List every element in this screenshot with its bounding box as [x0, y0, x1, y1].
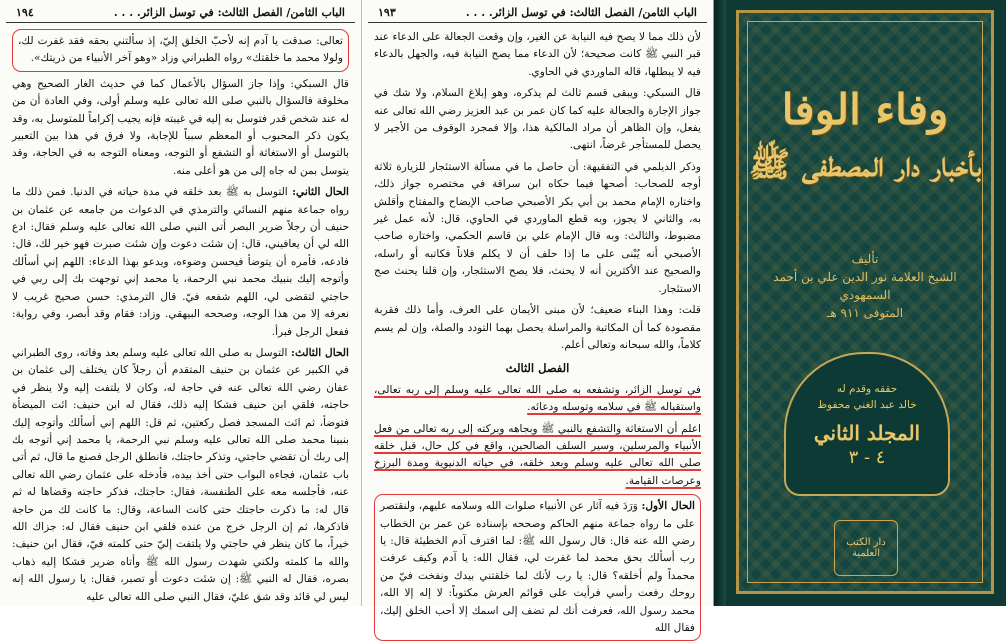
paragraph-text: وَرَدَ فيه آثار عن الأنبياء صلوات الله وسلامه عليهم، ولنقتصر على ما رواه جماعة منهم الحاكم وصححه بإسناده عن عمر بن الخطاب رضي الله عنه قال: قال رسول الله ﷺ: لما اقترف آدم الخطيئة قال: يا رب أسألك بحق محمد لما غفرت لي، فقال الله: يا آدم وكيف عرفت محمداً ولم أخلقه؟ قال: يا رب لأنك لما خلقتني بيدك ونفخت فيّ من روحك رفعت رأسي فرأيت على قوائم العرش مكتوباً: لا إله إلا الله، محمد رسول الله، فعرفت أنك لم تضف إلى اسمك إلا أحب الخلق إليك، فقال الله — [380, 500, 695, 634]
editor-name: خالد عبد الغني محفوظ — [817, 398, 917, 411]
page-header — [6, 0, 355, 23]
highlighted-passage: تعالى: صدقت يا آدم إنه لأحبّ الخلق إليّ، إذ سألتني بحقه فقد غفرت لك، ولولا محمد ما خلقتك» رواه الطبراني وزاد «وهو آخر الأنبياء من ذريتك». — [12, 29, 349, 72]
paragraph-text: التوسل به ﷺ بعد خلقه في مدة حياته في الدنيا. فمن ذلك ما رواه جماعة منهم النسائي والترمذي في الدعوات من جامعه عن عثمان بن حنيف أن رجلاً ضرير البصر أتى النبي صلى الله تعالى عليه وسلم فقال: ادع الله لي أن يعافيني، قال: إن شئت دعوت وإن شئت صبرت فهو خير لك، قال: فادعه، فأمره أن يتوضأ فيحسن وضوءه، ويدعو بهذا الدعاء: اللهم إني أسألك وأتوجه إليك بنبيك محمد نبي الرحمة، يا محمد إني توجهت بك إلى ربي في حاجتي لتقضى لي، اللهم شفعه فيّ. قال الترمذي: حسن صحيح غريب لا نعرفه إلا من هذا الوجه، وصححه البيهقي. وزاد: فقام وقد أبصر، وفي رواية: ففعل الرجل فبرأ. — [12, 186, 349, 338]
section-label: الحال الثالث: — [291, 346, 349, 359]
left-book-page — [0, 0, 362, 606]
author-block — [764, 250, 966, 322]
editor-label: حققه وقدم له — [836, 382, 898, 395]
page-number: ١٩٣ — [378, 6, 396, 19]
running-head: الباب الثامن/ الفصل الثالث: في توسل الزائر. . . . — [113, 6, 345, 19]
page-header — [368, 0, 707, 23]
book-cover — [714, 0, 1006, 606]
paragraph: وذكر الديلمي في التفقيهة: أن حاصل ما في مسألة الاستئجار للزيارة ثلاثة أوجه للصحاب: أصحها فيما حكاه ابن سراقة في مختصره جواز ذلك، واختاره الإمام محمد بن أبي بكر الأصبحي صاحب الإيضاح والمفتاح وأقلش به، والثاني لا يجوز، وبه قطع الماوردي في الحاوي، قال: لأنه عمل غير مضبوط، والثالث: وبه قال الإمام علي بن قاسم الحكمي، واختاره صاحب الأصبحي أنه يُبْنى على ما إذا حلف أن لا يكلم فلاناً فكاتبه أو راسله، والصحيح عند الأكثرين أنه لا يحنث، فلا يصح الاستئجار، وإن قلنا يحنث صح الاستئجار. — [374, 160, 701, 295]
title-line-2: بأخبار دار المصطفى ﷺ — [748, 145, 982, 185]
paragraph: قلت: وهذا البناء ضعيف؛ لأن مبنى الأيمان على العرف، وأما ذلك فقربة مقصودة كما أن المكاتبة والمراسلة يحصل بهما التودد والصلة، وإن لم يسم كلاماً، والله سبحانه وتعالى أعلم. — [374, 304, 701, 351]
author-dates: المتوفى ٩١١ هـ — [826, 306, 904, 320]
paragraph: قال السبكي: ويبقى قسم ثالث لم يذكره، وهو إبلاغ السلام، ولا شك في جواز الإجارة والجعالة عليه كما كان عمر بن عبد العزيز رضي الله تعالى عنه يفعل، وإن الظاهر أن مراد المالكية هذا، وإلا فمجرد الوقوف من الأجير لا يحصل للمستأجر غرضاً، انتهى. — [374, 87, 701, 152]
chapter-heading: الفصل الثالث — [505, 361, 570, 376]
book-spine — [714, 0, 726, 606]
author-name: الشيخ العلامة نور الدين علي بن أحمد السمهودي — [773, 270, 957, 302]
underlined-paragraph: اعلم أن الاستغاثة والتشفع بالنبي ﷺ وبجاهه وبركته إلى ربه تعالى من فعل الأنبياء والمرسلين، وسير السلف الصالحين، واقع في كل حال، قبل خلقه صلى الله تعالى عليه وسلم وبعد خلقه، في حياته الدنيوية ومدة البرزخ وعرصات القيامة. — [374, 422, 701, 487]
highlighted-passage — [374, 494, 701, 641]
underlined-paragraph: في توسل الزائر، وتشفعه به صلى الله تعالى عليه وسلم إلى ربه تعالى، واستقباله ﷺ في سلامه وتوسله ودعائه. — [374, 383, 701, 414]
title-line-1: وفاء الوفا — [781, 85, 949, 134]
paragraph: لأن ذلك مما لا يصح فيه النيابة عن الغير، وإن وقعت الجعالة على الدعاء عند قبر النبي ﷺ كانت صحيحة؛ لأن الدعاء مما يصح النيابة فيه، والجهل بالدعاء فيه لا يبطلها، قاله الماوردي في الحاوي. — [374, 31, 701, 78]
volume-numbers: ٤ - ٣ — [848, 446, 886, 468]
paragraph: قال السبكي: وإذا جاز السؤال بالأعمال كما في حديث الغار الصحيح وهي مخلوقة فالسؤال بالنبي صلى الله تعالى عليه وسلم أولى، وفي العادة أن من له عند شخص قدر فتوسل به إليه في غيبته فإنه يجيب إكراماً للمتوسل به، وقد يكون ذكر المحبوب أو المعظم سبباً للإجابة، ولا فرق في هذا بين التعبير بالتوسل أو الاستغاثة أو التشفع أو التوجه، ومعناه التوجه به في الحاجة، وقد يتوسل بمن له جاه إلى من هو أعلى منه. — [12, 77, 349, 177]
paragraph — [12, 184, 349, 341]
page-number: ١٩٤ — [16, 6, 34, 19]
page-body — [0, 23, 361, 606]
section-label: الحال الأول: — [641, 500, 695, 513]
right-book-page — [362, 0, 714, 634]
volume-label: المجلد الثاني — [813, 420, 921, 445]
book-title — [744, 84, 986, 188]
author-label: تأليف — [851, 252, 879, 266]
paragraph-text: التوسل به صلى الله تعالى عليه وسلم بعد وفاته، روى الطبراني في الكبير عن عثمان بن حنيف المتقدم أن رجلاً كان يختلف إلى عثمان بن عفان رضي الله تعالى عنه في حاجة له، وكان لا يلتفت إليه ولا ينظر في حاجته، فلقي ابن حنيف فشكا إليه ذلك، فقال له ابن حنيف: ائت الميضأة فتوضأ، ثم ائت المسجد فصل ركعتين، ثم قل: اللهم إني أسألك وأتوجه إليك بنبينا محمد صلى الله تعالى عليه وسلم نبي الرحمة، يا محمد إني أتوجه بك إلى ربك أن تقضي حاجتي، وتذكر حاجتك، فانطلق الرجل فصنع ما قال، ثم أتى باب عثمان، فجاءه البواب حتى أخذ بيده، فأدخله على عثمان رضي الله تعالى عنه، فأجلسه معه على الطنفسة، فقال: حاجتك، فذكر حاجته وقضاها له ثم قال له: ما ذكرت حاجتك حتى كانت الساعة، وقال: ما كانت لك من حاجة فاذكرها، ثم إن الرجل خرج من عنده فلقي ابن حنيف فقال له: جزاك الله خيراً، ما كان ينظر في حاجتي ولا يلتفت إليّ حتى كلمته فيّ، فقال ابن حنيف: والله ما كلمته ولكني شهدت رسول الله ﷺ وأتاه ضرير فشكا إليه ذهاب بصره، فقال له النبي ﷺ: إن شئت دعوت أو تصبر، فقال: يا رسول الله إنه ليس لي قائد وقد شق عليّ، فقال النبي صلى الله تعالى عليه — [12, 346, 349, 603]
publisher-logo: دار الكتب العلمية — [834, 520, 898, 576]
section-label: الحال الثاني: — [292, 186, 349, 199]
running-head: الباب الثامن/ الفصل الثالث: في توسل الزائر. . . . — [465, 6, 697, 19]
volume-medallion — [784, 352, 950, 496]
paragraph — [12, 345, 349, 606]
page-body — [362, 23, 713, 641]
